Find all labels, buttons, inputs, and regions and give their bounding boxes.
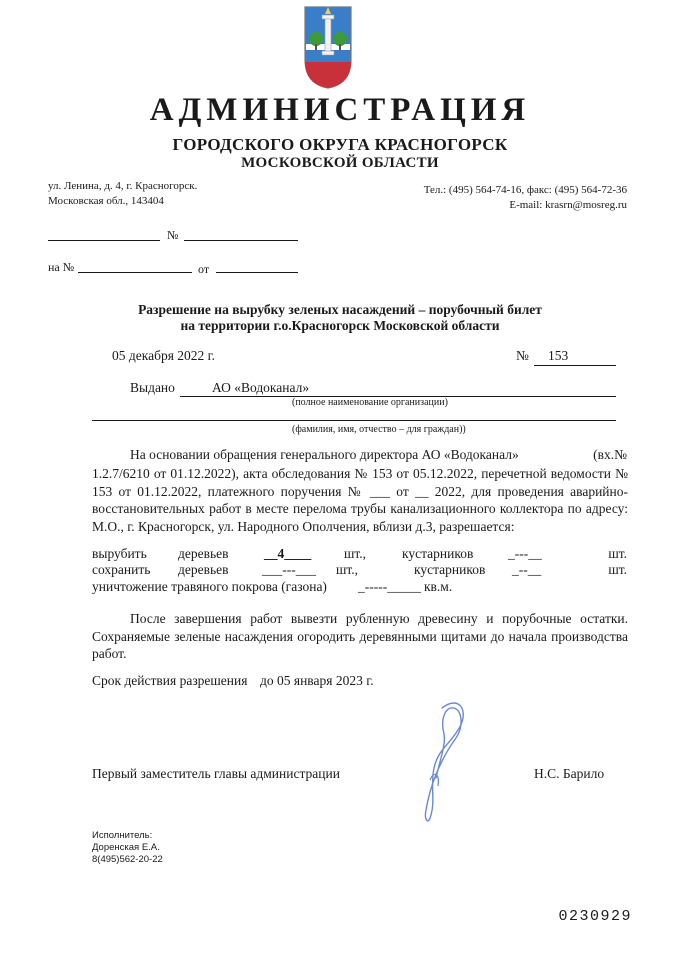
outgoing-date-line — [48, 240, 160, 241]
row-cut-shrubs-label: кустарников — [402, 546, 474, 561]
validity-value: до 05 января 2023 г. — [260, 673, 374, 688]
row-grass-value: _-----_____ — [358, 579, 421, 594]
person-name-line — [92, 420, 616, 421]
signer-name: Н.С. Барило — [534, 766, 605, 781]
validity-label: Срок действия разрешения — [92, 673, 248, 688]
person-hint: (фамилия, имя, отчество – для граждан)) — [292, 424, 466, 435]
header-title: АДМИНИСТРАЦИЯ — [149, 92, 531, 128]
executor-phone: 8(495)562-20-22 — [92, 854, 163, 865]
row-keep-label: сохранить — [92, 562, 151, 577]
phone-fax: Тел.: (495) 564-74-16, факс: (495) 564-72-36 — [423, 184, 627, 196]
form-serial-number: 0230929 — [558, 908, 632, 925]
incoming-date-label: от — [198, 262, 210, 276]
address-line-1: ул. Ленина, д. 4, г. Красногорск. — [48, 180, 198, 192]
issued-label: Выдано — [130, 380, 175, 395]
issued-to-organization: АО «Водоканал» — [212, 380, 310, 395]
document-number-label: № — [516, 348, 529, 363]
incoming-date-line — [216, 272, 298, 273]
executor-label: Исполнитель: — [92, 830, 153, 841]
document-number: 153 — [548, 348, 569, 363]
signer-position: Первый заместитель главы администрации — [92, 766, 340, 781]
row-cut-trees-label: деревьев — [178, 546, 229, 561]
address-line-2: Московская обл., 143404 — [48, 195, 164, 207]
row-keep-shrubs-unit: шт. — [608, 562, 627, 577]
row-keep-trees-label: деревьев — [178, 562, 229, 577]
document-date: 05 декабря 2022 г. — [112, 348, 216, 363]
row-cut-shrubs-unit: шт. — [608, 546, 627, 561]
row-cut-trees-value: __4____ — [264, 546, 312, 561]
organization-hint: (полное наименование организации) — [292, 397, 448, 408]
row-cut-trees-unit: шт., — [344, 546, 367, 561]
email: E-mail: krasrn@mosreg.ru — [509, 199, 627, 211]
header-subtitle-district: ГОРОДСКОГО ОКРУГА КРАСНОГОРСК — [172, 135, 508, 154]
signature-icon — [400, 690, 480, 830]
document-title-line-1: Разрешение на вырубку зеленых насаждений – порубочный билет — [138, 302, 542, 317]
row-keep-shrubs-value: _--__ — [512, 562, 542, 577]
paragraph-1-first-line: На основании обращения генерального директора АО «Водоканал» — [130, 447, 519, 462]
incoming-number-label: на № — [48, 260, 75, 274]
coat-of-arms-icon — [302, 4, 354, 90]
row-cut-label: вырубить — [92, 546, 147, 561]
paragraph-1-body: 1.2.7/6210 от 01.12.2022), акта обследования № 153 от 05.12.2022, перечетной ведомости № 153 от 01.12.2022, платежного поручения № ___ от __ 2022, для проведения аварийно-восстановительных работ в месте перелома трубы канализационного коллектора по адресу: М.О., г. Красногорск, ул. Народного Ополчения, вблизи д.3, разрешается: — [92, 466, 628, 534]
row-keep-shrubs-label: кустарников — [414, 562, 486, 577]
outgoing-number-label: № — [167, 228, 179, 242]
paragraph-1-first-line-end: (вх.№ — [593, 447, 627, 462]
paragraph-2: После завершения работ вывезти рубленную древесину и порубочные остатки. Сохраняемые зеленые насаждения огородить деревянными щитами до начала производства работ. — [92, 611, 628, 661]
row-grass-label: уничтожение травяного покрова (газона) — [92, 579, 327, 594]
document-title-line-2: на территории г.о.Красногорск Московской области — [180, 318, 500, 333]
outgoing-number-line — [184, 240, 298, 241]
header-subtitle-region: МОСКОВСКОЙ ОБЛАСТИ — [241, 155, 439, 171]
row-keep-trees-value: ___---___ — [262, 562, 316, 577]
row-keep-trees-unit: шт., — [336, 562, 359, 577]
executor-name: Доренская Е.А. — [92, 842, 160, 853]
row-cut-shrubs-value: _---__ — [508, 546, 542, 561]
row-grass-unit: кв.м. — [424, 579, 453, 594]
incoming-number-line — [78, 272, 192, 273]
